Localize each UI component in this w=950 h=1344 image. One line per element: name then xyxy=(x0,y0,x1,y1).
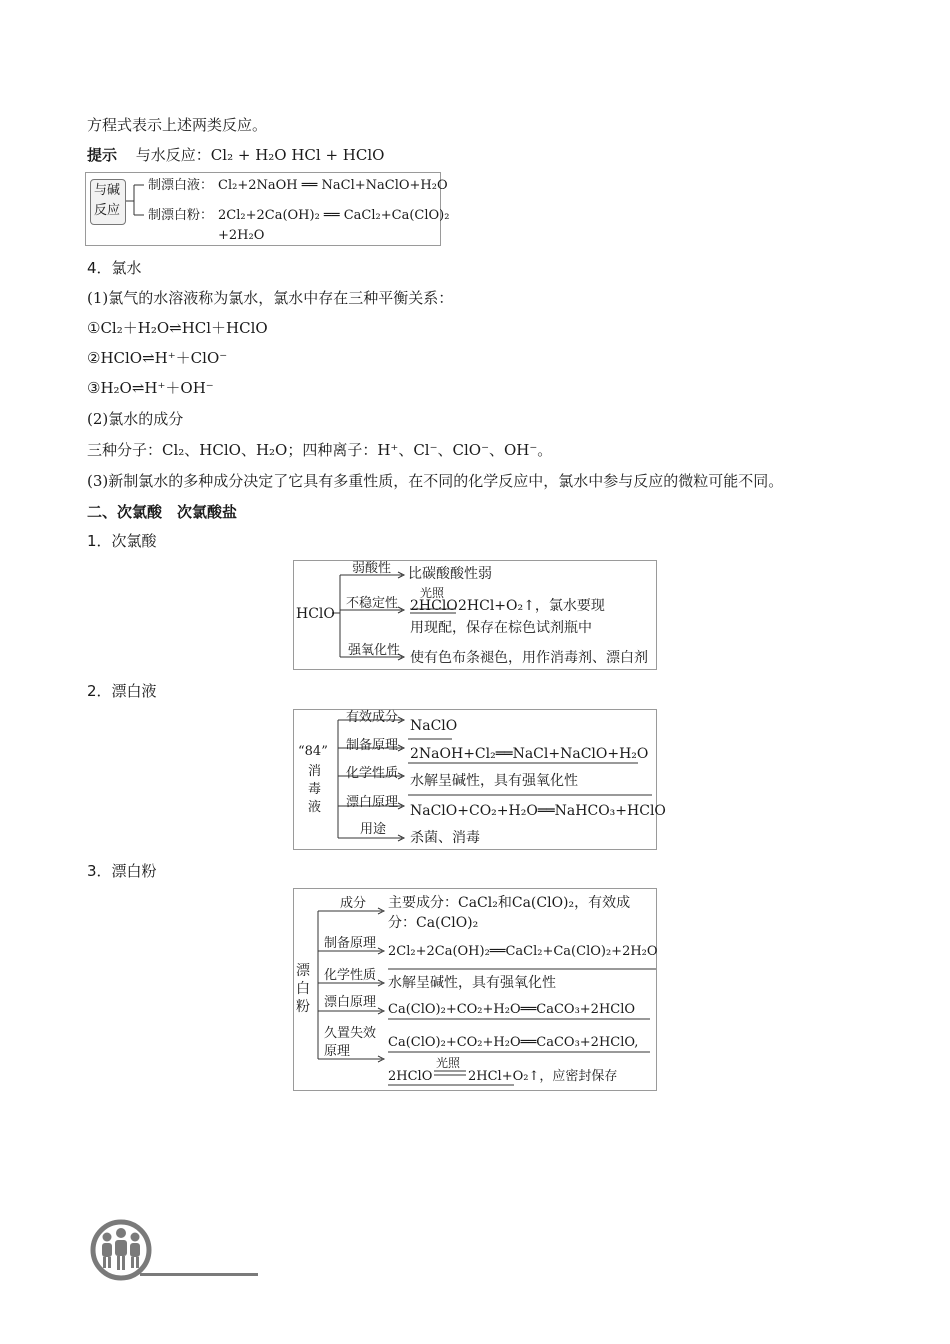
hclo-b2-text-a: 2HClO xyxy=(410,598,458,614)
bleach-powder-b5-text-b: 2HClO xyxy=(388,1069,433,1084)
bleach-liquid-b4-label: 漂白原理 xyxy=(346,795,399,810)
bleach-powder-root-2: 白 xyxy=(296,981,310,997)
bleach-liquid-b3-text: 水解呈碱性，具有强氧化性 xyxy=(410,773,578,789)
bleach-powder-b3-label: 化学性质 xyxy=(324,968,377,983)
bleach-liquid-root-4: 液 xyxy=(308,800,322,815)
alkali-branch2-eq-cont: +2H₂O xyxy=(218,228,265,243)
bleach-powder-b1-text-b: 分：Ca(ClO)₂ xyxy=(388,915,479,931)
section4-p4: (3)新制氯水的多种成分决定了它具有多重性质，在不同的化学反应中，氯水中参与反应的微粒可能不同。 xyxy=(87,472,784,490)
alkali-label-2: 反应 xyxy=(94,203,121,218)
sub-bleach-liquid-title: 2．漂白液 xyxy=(87,682,157,700)
bleach-powder-b5-text-a: Ca(ClO)₂+CO₂+H₂O══CaCO₃+2HClO, xyxy=(388,1035,639,1050)
equilibrium-2: ②HClO⇌H⁺＋ClO⁻ xyxy=(87,349,228,367)
bleach-powder-b3-text: 水解呈碱性，具有强氧化性 xyxy=(388,975,556,991)
bleach-powder-b1-label: 成分 xyxy=(340,896,367,911)
section4-p1: (1)氯气的水溶液称为氯水，氯水中存在三种平衡关系： xyxy=(87,289,454,307)
hclo-b1-label: 弱酸性 xyxy=(352,561,392,576)
alkali-branch2-eq: 2Cl₂+2Ca(OH)₂ ══ CaCl₂+Ca(ClO)₂ xyxy=(218,208,450,223)
hclo-b3-text: 使有色布条褪色，用作消毒剂、漂白剂 xyxy=(410,650,648,666)
alkali-label-1: 与碱 xyxy=(94,183,121,198)
alkali-branch1-eq: Cl₂+2NaOH ══ NaCl+NaClO+H₂O xyxy=(218,178,448,193)
hclo-root: HClO xyxy=(296,606,335,622)
hint-label: 提示 xyxy=(87,146,118,164)
hclo-b2-text-b: 2HCl+O₂↑，氯水要现 xyxy=(458,598,605,614)
hclo-b2-text-c: 用现配，保存在棕色试剂瓶中 xyxy=(410,620,592,636)
part2-title: 二、次氯酸 次氯酸盐 xyxy=(87,503,238,521)
bleach-powder-b4-label: 漂白原理 xyxy=(324,995,377,1010)
bleach-liquid-root-2: 消 xyxy=(308,764,322,779)
bleach-liquid-b5-text: 杀菌、消毒 xyxy=(410,830,480,846)
bleach-powder-b2-text: 2Cl₂+2Ca(OH)₂══CaCl₂+Ca(ClO)₂+2H₂O xyxy=(388,944,658,959)
hclo-b2-condition: 光照 xyxy=(420,586,445,600)
section4-p3: 三种分子：Cl₂、HClO、H₂O；四种离子：H⁺、Cl⁻、ClO⁻、OH⁻。 xyxy=(87,441,553,459)
bleach-liquid-root-3: 毒 xyxy=(308,782,322,797)
bleach-liquid-b4-text: NaClO+CO₂+H₂O══NaHCO₃+HClO xyxy=(410,803,666,819)
bleach-powder-b5-label-2: 原理 xyxy=(324,1044,351,1059)
hint-text: 与水反应：Cl₂ + H₂O HCl + HClO xyxy=(135,146,385,164)
hclo-b3-label: 强氧化性 xyxy=(348,643,401,658)
equilibrium-3: ③H₂O⇌H⁺＋OH⁻ xyxy=(87,379,214,397)
hclo-b2-label: 不稳定性 xyxy=(346,596,399,611)
alkali-branch1-label: 制漂白液： xyxy=(148,178,214,193)
bleach-liquid-b5-label: 用途 xyxy=(360,822,387,837)
bleach-powder-b4-text: Ca(ClO)₂+CO₂+H₂O══CaCO₃+2HClO xyxy=(388,1002,636,1017)
bleach-liquid-b1-text: NaClO xyxy=(410,718,458,734)
bleach-powder-b5-condition: 光照 xyxy=(436,1056,461,1070)
bleach-powder-b1-text-a: 主要成分：CaCl₂和Ca(ClO)₂，有效成 xyxy=(388,895,631,911)
equilibrium-1: ①Cl₂＋H₂O⇌HCl＋HClO xyxy=(87,319,268,337)
alkali-branch2-label: 制漂白粉： xyxy=(148,208,214,223)
bleach-powder-b5-label-1: 久置失效 xyxy=(324,1026,377,1041)
bleach-liquid-b1-label: 有效成分 xyxy=(346,710,399,725)
section4-p2: (2)氯水的成分 xyxy=(87,410,184,428)
bleach-powder-root-3: 粉 xyxy=(296,999,310,1015)
bleach-liquid-b2-label: 制备原理 xyxy=(346,738,399,753)
bleach-powder-root-1: 漂 xyxy=(296,963,310,979)
hclo-b1-text: 比碳酸酸性弱 xyxy=(408,566,492,582)
section4-title: 4．氯水 xyxy=(87,259,142,277)
bleach-liquid-b2-text: 2NaOH+Cl₂══NaCl+NaClO+H₂O xyxy=(410,746,649,762)
sub-hclo-title: 1．次氯酸 xyxy=(87,532,157,550)
bleach-powder-b5-text-c: 2HCl+O₂↑，应密封保存 xyxy=(468,1069,618,1084)
sub-bleach-powder-title: 3．漂白粉 xyxy=(87,862,157,880)
bleach-liquid-root-1: “84” xyxy=(298,744,328,759)
bleach-liquid-b3-label: 化学性质 xyxy=(346,766,399,781)
intro-line: 方程式表示上述两类反应。 xyxy=(87,116,268,134)
bleach-powder-b2-label: 制备原理 xyxy=(324,936,377,951)
